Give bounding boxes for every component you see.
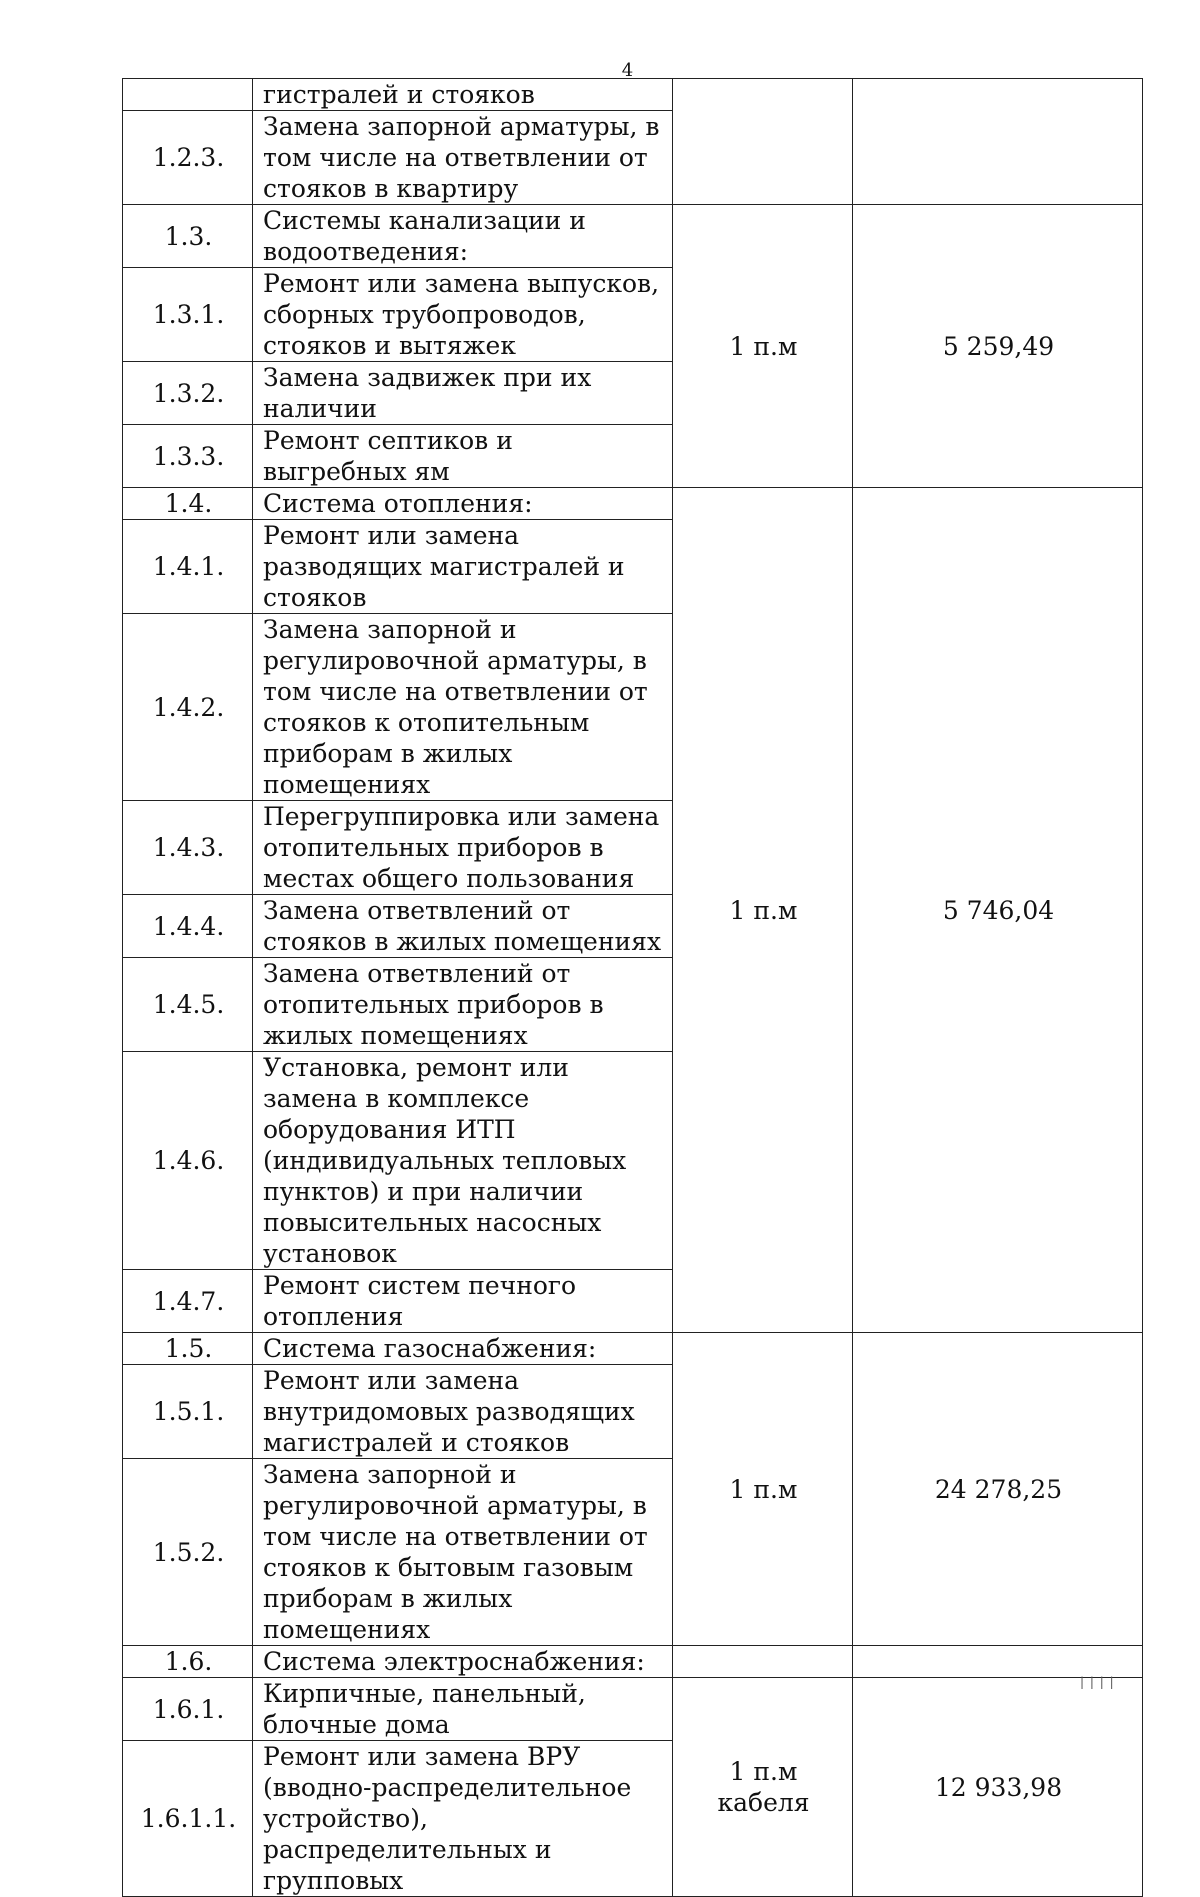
item-number: 1.4.4.	[123, 895, 253, 958]
unit-cell	[673, 79, 853, 205]
table-row	[123, 205, 1143, 268]
price-cell: 5 746,04	[853, 488, 1143, 1333]
table-row	[123, 1646, 1143, 1678]
item-description: Кирпичные, панельный, блочные дома	[253, 1678, 673, 1741]
table-row	[123, 488, 1143, 520]
price-cell: 12 933,98	[853, 1678, 1143, 1897]
unit-cell: 1 п.м кабеля	[673, 1678, 853, 1897]
item-description: Система электроснабжения:	[253, 1646, 673, 1678]
item-number: 1.3.2.	[123, 362, 253, 425]
item-number	[123, 79, 253, 111]
item-number: 1.2.3.	[123, 111, 253, 205]
item-description: гистралей и стояков	[253, 79, 673, 111]
item-description: Замена запорной и регулировочной арматуры, в том числе на ответвлении от стояков к бытовым газовым приборам в жилых помещениях	[253, 1459, 673, 1646]
item-description: Ремонт или замена выпусков, сборных трубопроводов, стояков и вытяжек	[253, 268, 673, 362]
scan-marks: | | | |	[1080, 1675, 1115, 1689]
item-description: Ремонт или замена ВРУ (вводно-распределительное устройство), распределительных и групповых	[253, 1741, 673, 1897]
item-description: Перегруппировка или замена отопительных приборов в местах общего пользования	[253, 801, 673, 895]
item-number: 1.5.	[123, 1333, 253, 1365]
works-table	[122, 78, 1143, 1897]
item-description: Система газоснабжения:	[253, 1333, 673, 1365]
item-number: 1.4.2.	[123, 614, 253, 801]
table-row	[123, 79, 1143, 111]
item-description: Система отопления:	[253, 488, 673, 520]
item-number: 1.6.1.1.	[123, 1741, 253, 1897]
item-number: 1.3.3.	[123, 425, 253, 488]
item-description: Ремонт или замена внутридомовых разводящих магистралей и стояков	[253, 1365, 673, 1459]
unit-cell: 1 п.м	[673, 1333, 853, 1646]
item-description: Ремонт септиков и выгребных ям	[253, 425, 673, 488]
item-number: 1.4.5.	[123, 958, 253, 1052]
item-description: Замена запорной и регулировочной арматуры, в том числе на ответвлении от стояков к отопительным приборам в жилых помещениях	[253, 614, 673, 801]
item-description: Замена ответвлений от стояков в жилых помещениях	[253, 895, 673, 958]
item-description: Замена ответвлений от отопительных приборов в жилых помещениях	[253, 958, 673, 1052]
item-description: Замена запорной арматуры, в том числе на ответвлении от стояков в квартиру	[253, 111, 673, 205]
item-description: Установка, ремонт или замена в комплексе оборудования ИТП (индивидуальных тепловых пунктов) и при наличии повысительных насосных установок	[253, 1052, 673, 1270]
table-row	[123, 1333, 1143, 1365]
table-row	[123, 1678, 1143, 1741]
item-number: 1.3.	[123, 205, 253, 268]
item-number: 1.4.	[123, 488, 253, 520]
price-cell	[853, 79, 1143, 205]
item-number: 1.5.2.	[123, 1459, 253, 1646]
item-description: Ремонт или замена разводящих магистралей и стояков	[253, 520, 673, 614]
item-number: 1.6.	[123, 1646, 253, 1678]
price-cell	[853, 1646, 1143, 1678]
item-description: Системы канализации и водоотведения:	[253, 205, 673, 268]
item-number: 1.3.1.	[123, 268, 253, 362]
unit-cell: 1 п.м	[673, 488, 853, 1333]
item-number: 1.4.6.	[123, 1052, 253, 1270]
item-description: Ремонт систем печного отопления	[253, 1270, 673, 1333]
unit-cell: 1 п.м	[673, 205, 853, 488]
item-number: 1.5.1.	[123, 1365, 253, 1459]
works-table-body	[123, 79, 1143, 1897]
price-cell: 5 259,49	[853, 205, 1143, 488]
page-number: 4	[621, 60, 634, 81]
item-number: 1.6.1.	[123, 1678, 253, 1741]
price-cell: 24 278,25	[853, 1333, 1143, 1646]
item-number: 1.4.7.	[123, 1270, 253, 1333]
item-number: 1.4.3.	[123, 801, 253, 895]
item-number: 1.4.1.	[123, 520, 253, 614]
item-description: Замена задвижек при их наличии	[253, 362, 673, 425]
unit-cell	[673, 1646, 853, 1678]
